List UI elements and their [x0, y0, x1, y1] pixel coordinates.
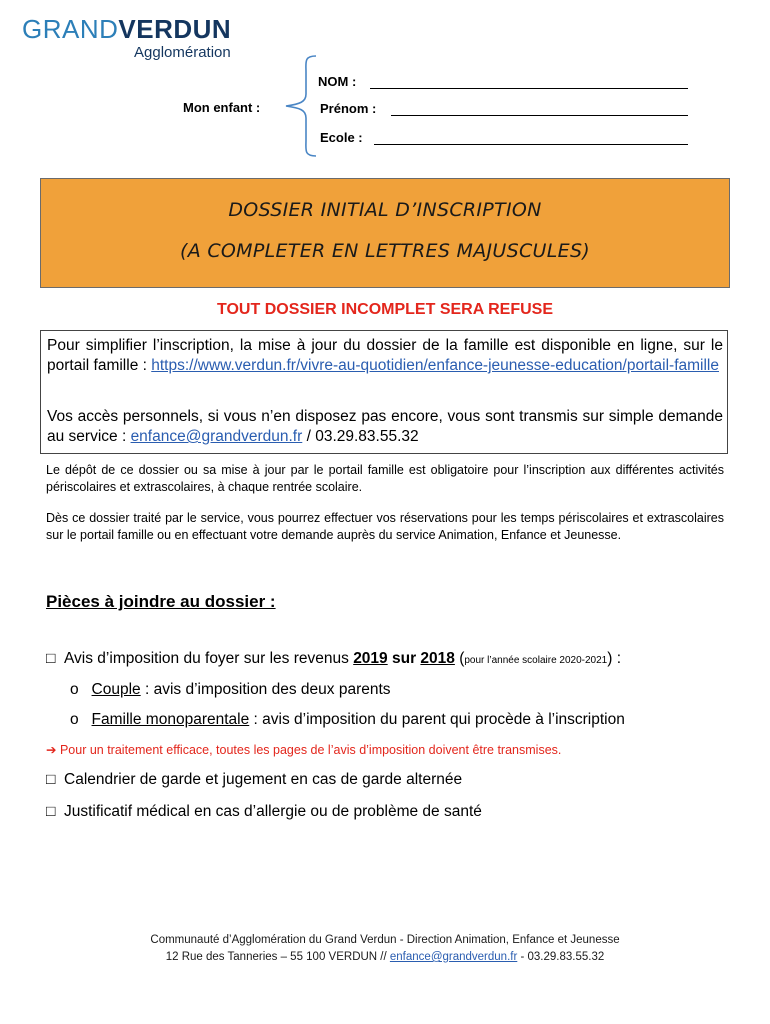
footer-contact: [0, 951, 770, 963]
portal-text: Pour simplifier l’inscription, la mise à jour du dossier de la famille est disponible en ligne, sur le portail famille :: [47, 337, 723, 374]
custody-text: Calendrier de garde et jugement en cas de garde alternée: [64, 771, 463, 788]
checkbox-icon[interactable]: □: [46, 650, 56, 667]
single-parent-label: Famille monoparentale: [91, 711, 250, 728]
paren-close: ) :: [607, 650, 622, 667]
year-2018: 2018: [420, 650, 455, 667]
banner-subtitle: (A COMPLETER EN LETTRES MAJUSCULES): [179, 240, 591, 262]
checkbox-icon[interactable]: □: [46, 771, 56, 788]
couple-label: Couple: [91, 681, 141, 698]
logo-wordmark: [22, 14, 231, 44]
access-text: Vos accès personnels, si vous n’en disposez pas encore, vous sont transmis sur simple demande au service :: [47, 408, 723, 445]
child-label: Mon enfant :: [183, 100, 261, 115]
school-year-note: pour l’année scolaire 2020-2021: [464, 655, 608, 666]
title-banner: [40, 178, 730, 288]
paren-open: (: [454, 650, 465, 667]
all-pages-note: ➔ Pour un traitement efficace, toutes les pages de l’avis d’imposition doivent être transmises.: [46, 743, 562, 757]
ecole-label: Ecole :: [320, 130, 363, 145]
year-2019: 2019: [353, 650, 388, 667]
tax-notice-text: Avis d’imposition du foyer sur les revenus: [64, 650, 354, 667]
portal-link[interactable]: https://www.verdun.fr/vivre-au-quotidien/enfance-jeunesse-education/portail-famille: [151, 357, 719, 374]
info-box: [40, 330, 728, 454]
medical-item: [46, 803, 482, 821]
service-phone: / 03.29.83.55.32: [302, 428, 419, 445]
footer-address: 12 Rue des Tanneries – 55 100 VERDUN //: [165, 951, 390, 963]
prenom-field[interactable]: [391, 115, 688, 116]
portal-paragraph: [47, 336, 723, 376]
grand-verdun-logo: [22, 14, 282, 64]
access-paragraph: [47, 407, 723, 447]
logo-verdun: VERDUN: [118, 14, 232, 44]
footer-phone: - 03.29.83.55.32: [517, 951, 605, 963]
medical-text: Justificatif médical en cas d’allergie ou de problème de santé: [64, 803, 482, 820]
couple-item: [70, 681, 391, 699]
logo-grand: GRAND: [22, 14, 119, 44]
incomplete-warning: TOUT DOSSIER INCOMPLET SERA REFUSE: [216, 301, 554, 318]
single-parent-text: : avis d’imposition du parent qui procède à l’inscription: [249, 711, 625, 728]
nom-field[interactable]: [370, 88, 688, 89]
couple-text: : avis d’imposition des deux parents: [140, 681, 391, 698]
tax-notice-item: [46, 650, 621, 668]
footer-email-link[interactable]: enfance@grandverdun.fr: [389, 951, 518, 963]
checkbox-icon[interactable]: □: [46, 803, 56, 820]
logo-subtitle: Agglomération: [134, 44, 231, 61]
processing-paragraph: Dès ce dossier traité par le service, vous pourrez effectuer vos réservations pour les temps périscolaires et extrascolaires sur le portail famille ou en effectuant votre demande auprès du service Animation, Enfance et Jeunesse.: [46, 511, 724, 542]
deposit-paragraph: Le dépôt de ce dossier ou sa mise à jour par le portail famille est obligatoire pour l’inscription aux différentes activités périscolaires et extrascolaires, à chaque rentrée scolaire.: [46, 463, 724, 494]
prenom-label: Prénom :: [320, 101, 377, 116]
curly-brace-icon: [282, 52, 318, 160]
custody-item: [46, 771, 462, 789]
circle-bullet-icon: o: [70, 681, 79, 698]
banner-title: DOSSIER INITIAL D’INSCRIPTION: [228, 199, 542, 221]
pieces-title: Pièces à joindre au dossier :: [46, 592, 276, 611]
footer-organization: Communauté d’Agglomération du Grand Verdun - Direction Animation, Enfance et Jeunesse: [150, 934, 620, 946]
nom-label: NOM :: [318, 74, 357, 89]
ecole-field[interactable]: [374, 144, 688, 145]
circle-bullet-icon: o: [70, 711, 79, 728]
single-parent-item: [70, 711, 625, 729]
service-email-link[interactable]: enfance@grandverdun.fr: [130, 428, 303, 445]
year-sur: sur: [387, 650, 421, 667]
